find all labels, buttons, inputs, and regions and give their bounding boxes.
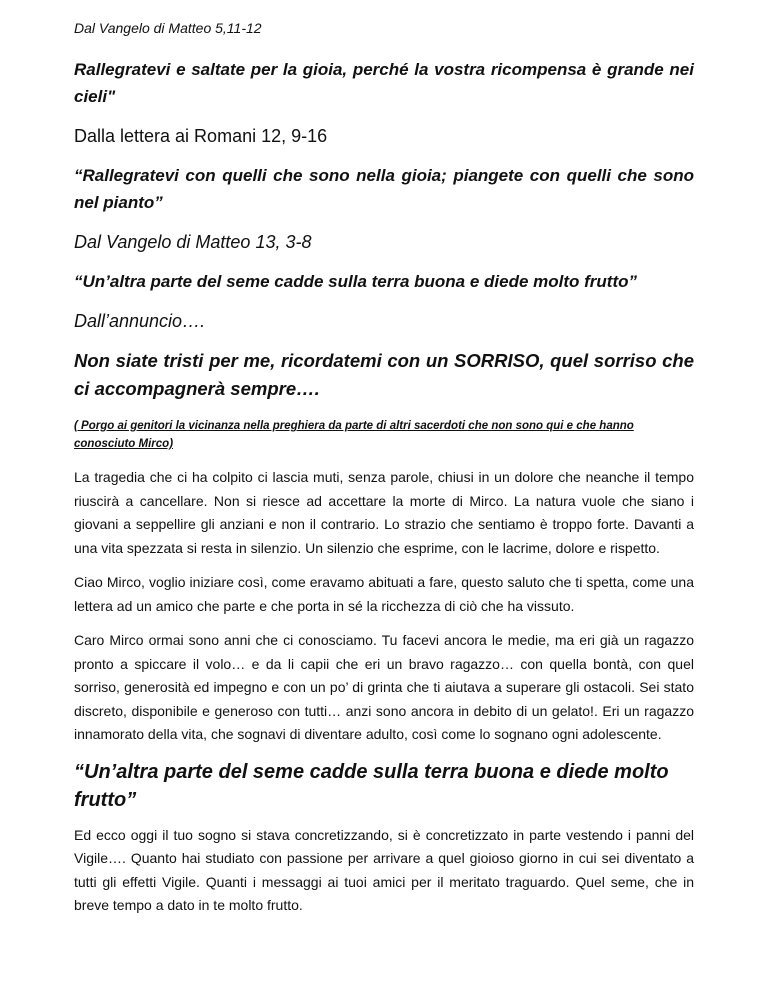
quote-3: “Un’altra parte del seme cadde sulla terra buona e diede molto frutto”: [74, 272, 638, 291]
quote-1: Rallegratevi e saltate per la gioia, perché la vostra ricompensa è grande nei cieli": [74, 60, 694, 106]
paragraph-1: La tragedia che ci ha colpito ci lascia muti, senza parole, chiusi in un dolore che neanche il tempo riuscirà a cancellare. Non si riesce ad accettare la morte di Mirco. La natura vuole che siano i giovani a seppellire gli anziani e non il contrario. Lo strazio che sentiamo è troppo forte. Davanti a una vita spezzata si resta in silenzio. Un silenzio che esprime, con le lacrime, dolore e rispetto.: [74, 469, 694, 556]
paragraph-3: Caro Mirco ormai sono anni che ci conosciamo. Tu facevi ancora le medie, ma eri già un ragazzo pronto a spiccare il volo… e da li capii che eri un bravo ragazzo… con quella bontà, con quel sorriso, generosità ed impegno e con un po’ di grinta che ti aiutava a superare gli ostacoli. Sei stato discreto, disponibile e generoso con tutti… anzi sono ancora in debito di un gelato!. Eri un ragazzo innamorato della vita, che sognavi di diventare adulto, così come lo sognano ogni adolescente.: [74, 632, 694, 742]
source-reference-3: Dal Vangelo di Matteo 13, 3-8: [74, 232, 312, 252]
paragraph-4: Ed ecco oggi il tuo sogno si stava concretizzando, si è concretizzato in parte vestendo i panni del Vigile…. Quanto hai studiato con passione per arrivare a quel gioioso giorno in cui sei diventato a tutti gli effetti Vigile. Quanti i messaggi ai tuoi amici per il meritato traguardo. Quel seme, che in breve tempo a dato in te molto frutto.: [74, 826, 694, 913]
paragraph-2: Ciao Mirco, voglio iniziare così, come eravamo abituati a fare, questo saluto che ti spetta, come una lettera ad un amico che parte e che porta in sé la ricchezza di ciò che ha vissuto.: [74, 574, 694, 614]
source-reference-1: Dal Vangelo di Matteo 5,11-12: [74, 20, 262, 36]
parenthetical-note: ( Porgo ai genitori la vicinanza nella preghiera da parte di altri sacerdoti che non sono qui e che hanno conosciuto Mirco): [74, 420, 634, 450]
section-heading: “Un’altra parte del seme cadde sulla terra buona e diede molto frutto”: [74, 760, 669, 811]
quote-4: Non siate tristi per me, ricordatemi con un SORRISO, quel sorriso che ci accompagnerà sempre….: [74, 350, 694, 399]
source-reference-4: Dall’annuncio….: [74, 311, 206, 331]
source-reference-2: Dalla lettera ai Romani 12, 9-16: [74, 126, 328, 146]
quote-2: “Rallegratevi con quelli che sono nella gioia; piangete con quelli che sono nel pianto”: [74, 166, 694, 212]
